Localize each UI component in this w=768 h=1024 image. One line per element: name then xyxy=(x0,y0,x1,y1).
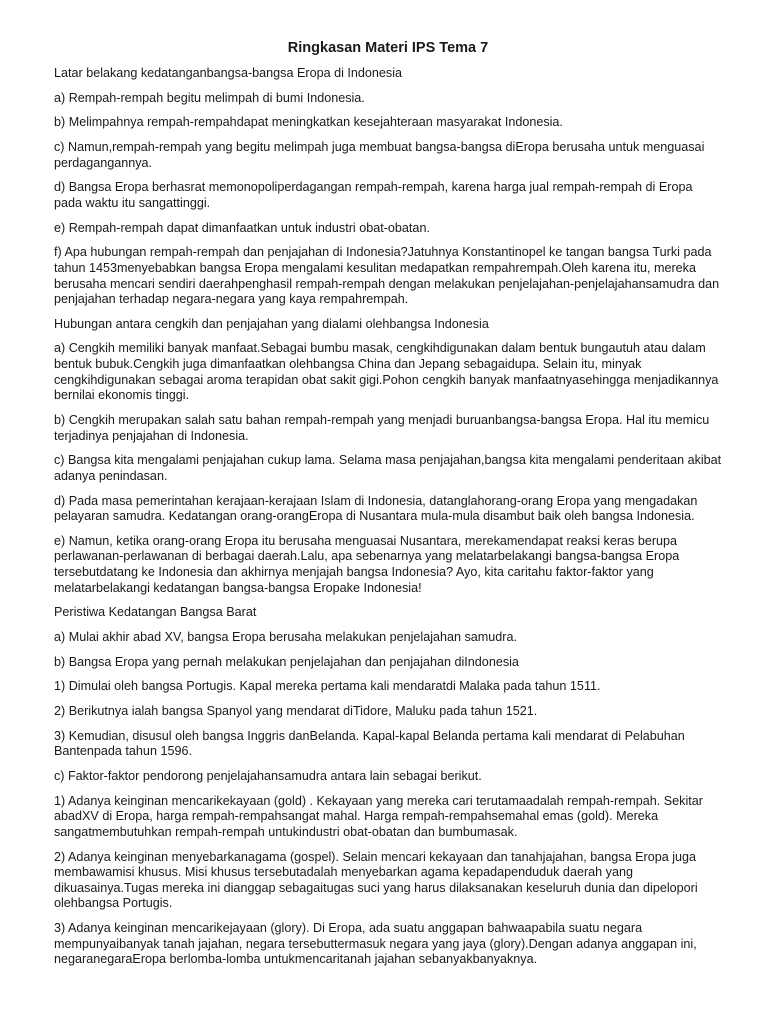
paragraph: b) Bangsa Eropa yang pernah melakukan penjelajahan dan penjajahan diIndonesia xyxy=(54,654,519,669)
paragraph: e) Namun, ketika orang-orang Eropa itu berusaha menguasai Nusantara, merekamendapat reaksi keras berupa perlawanan-perlawanan di berbagai daerah.Lalu, apa sebenarnya yang melatarbelakangi bangsa-bangsa Eropa tersebutdatang ke Indonesia dan akhirnya menjajah bangsa Indonesia? Ayo, kita caritahu faktor-faktor yang melatarbelakangi kedatangan bangsa-bangsa Eropake Indonesia! xyxy=(54,533,680,595)
list-item: 3) Kemudian, disusul oleh bangsa Inggris danBelanda. Kapal-kapal Belanda pertama kali mendarat di Pelabuhan Bantenpada tahun 1596. xyxy=(54,728,685,759)
section-heading-latar-belakang: Latar belakang kedatanganbangsa-bangsa Eropa di Indonesia xyxy=(54,66,403,80)
paragraph: a) Mulai akhir abad XV, bangsa Eropa berusaha melakukan penjelajahan samudra. xyxy=(54,629,518,644)
list-item: 3) Adanya keinginan mencarikejayaan (glory). Di Eropa, ada suatu anggapan bahwaapabila suatu negara mempunyaibanyak tanah jajahan, negara tersebuttermasuk negara yang jaya (glory).Dengan adanya anggapan ini, negaranegaraEropa berlomba-lomba untukmencaritanah jajahan sebanyakbanyaknya. xyxy=(54,921,697,967)
list-item: 1) Dimulai oleh bangsa Portugis. Kapal mereka pertama kali mendaratdi Malaka pada tahun 1511. xyxy=(54,679,601,694)
paragraph: c) Faktor-faktor pendorong penjelajahansamudra antara lain sebagai berikut. xyxy=(54,768,482,783)
paragraph: f) Apa hubungan rempah-rempah dan penjajahan di Indonesia?Jatuhnya Konstantinopel ke tangan bangsa Turki pada tahun 1453menyebabkan bangsa Eropa mengalami kesulitan medapatkan rempahrempah.Oleh karena itu, mereka berusaha mencari sendiri daerahpenghasil rempah-rempah dengan melakukan penjelajahan-penjelajahansamudra dan penjajahan terhadap negara-negara yang kaya rempahrempah. xyxy=(54,245,720,307)
paragraph: e) Rempah-rempah dapat dimanfaatkan untuk industri obat-obatan. xyxy=(54,220,430,235)
paragraph: d) Pada masa pemerintahan kerajaan-kerajaan Islam di Indonesia, datanglahorang-orang Eropa yang mengadakan pelayaran samudra. Kedatangan orang-orangEropa di Nusantara mula-mula disambut baik oleh bangsa Indonesia. xyxy=(54,493,698,524)
paragraph: b) Melimpahnya rempah-rempahdapat meningkatkan kesejahteraan masyarakat Indonesia. xyxy=(54,115,563,130)
paragraph: c) Namun,rempah-rempah yang begitu melimpah juga membuat bangsa-bangsa diEropa berusaha untuk menguasai perdagangannya. xyxy=(54,140,705,170)
list-item: 1) Adanya keinginan mencarikekayaan (gold) . Kekayaan yang mereka cari terutamaadalah rempah-rempah. Sekitar abadXV di Eropa, harga rempah-rempahsangat mahal. Harga rempah-rempahsemahal emas (gold). Mereka sangatmembutuhkan rempah-rempah untukindustri obat-obatan dan bumbumasak. xyxy=(54,793,703,839)
section-heading-cengkih: Hubungan antara cengkih dan penjajahan yang dialami olehbangsa Indonesia xyxy=(54,316,489,331)
paragraph: a) Cengkih memiliki banyak manfaat.Sebagai bumbu masak, cengkihdigunakan dalam bentuk bungautuh atau dalam bentuk bubuk.Cengkih juga dimanfaatkan olehbangsa China dan Jepang sebagaidupa. Selain itu, minyak cengkihdigunakan sebagai aroma terapidan obat sakit gigi.Pohon cengkih banyak manfaatnyasehingga menjadikannya bernilai ekonomis tinggi. xyxy=(54,341,719,403)
document-page xyxy=(54,38,722,977)
list-item: 2) Berikutnya ialah bangsa Spanyol yang mendarat diTidore, Maluku pada tahun 1521. xyxy=(54,704,538,718)
paragraph: c) Bangsa kita mengalami penjajahan cukup lama. Selama masa penjajahan,bangsa kita mengalami penderitaan akibat adanya penindasan. xyxy=(54,453,722,483)
paragraph: b) Cengkih merupakan salah satu bahan rempah-rempah yang menjadi buruanbangsa-bangsa Eropa. Hal itu memicu terjadinya penjajahan di Indonesia. xyxy=(54,412,710,443)
paragraph: d) Bangsa Eropa berhasrat memonopoliperdagangan rempah-rempah, karena harga jual rempah-rempah di Eropa pada waktu itu sangattinggi. xyxy=(54,180,693,210)
list-item: 2) Adanya keinginan menyebarkanagama (gospel). Selain mencari kekayaan dan tanahjajahan, bangsa Eropa juga membawamisi khusus. Misi khusus tersebutadalah menyebarkan agama kepadapenduduk daerah yang dikuasainya.Tugas mereka ini dianggap sebagaitugas suci yang harus dilaksanakan keseluruh dunia dan dipelopori olehbangsa Portugis. xyxy=(54,849,698,911)
paragraph: a) Rempah-rempah begitu melimpah di bumi Indonesia. xyxy=(54,90,365,105)
document-title: Ringkasan Materi IPS Tema 7 xyxy=(287,40,489,56)
section-heading-kedatangan-bangsa-barat: Peristiwa Kedatangan Bangsa Barat xyxy=(54,605,257,620)
